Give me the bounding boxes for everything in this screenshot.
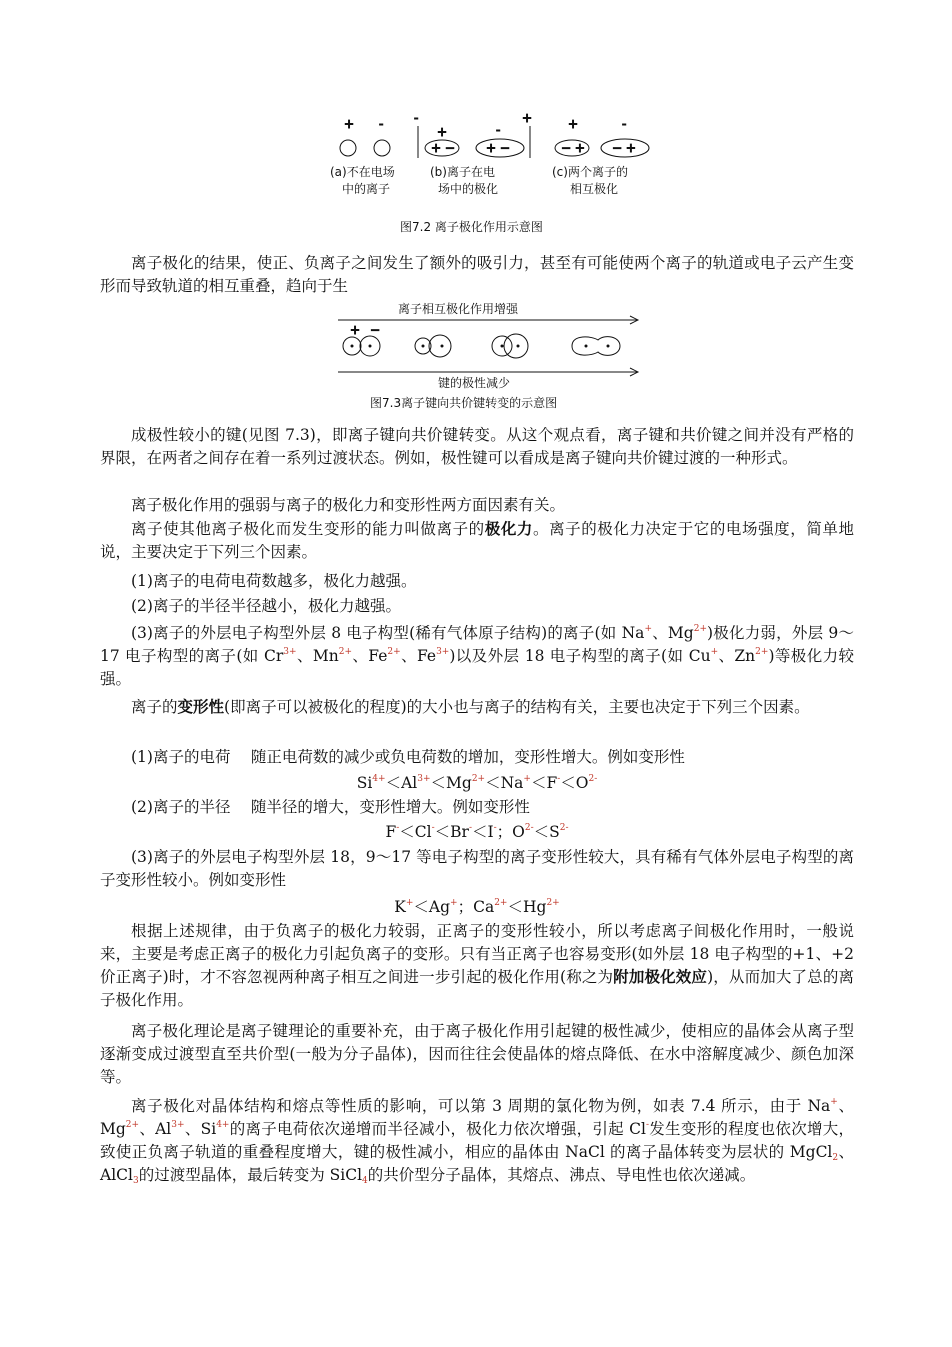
text: ＜Mg bbox=[430, 774, 472, 792]
text: 、Al bbox=[139, 1120, 172, 1138]
text: 离子的 bbox=[131, 698, 178, 716]
superscript: + bbox=[405, 898, 414, 908]
text: ＜F bbox=[530, 774, 558, 792]
text: ＜Hg bbox=[507, 898, 547, 916]
superscript: - bbox=[557, 774, 561, 784]
minus-sign-fig2: − bbox=[370, 323, 381, 337]
equation-configuration-order bbox=[100, 896, 854, 919]
paragraph-2: 成极性较小的键(见图 7.3)，即离子键向共价键转变。从这个观点看，离子键和共价键之间并没有严格的界限，在两者之间存在着一系列过渡状态。例如，极性键可以看成是离子键向共价键过渡的一种形式。 bbox=[100, 426, 854, 467]
text: ＜I bbox=[471, 823, 494, 841]
equation-charge-order bbox=[100, 772, 854, 795]
text: 、Mg bbox=[651, 624, 694, 642]
text: ＜Br bbox=[434, 823, 469, 841]
electrode-plus-label: + bbox=[522, 112, 533, 125]
plus-sign-c: + bbox=[568, 117, 579, 131]
top-arrow-label: 离子相互极化作用增强 bbox=[398, 302, 519, 316]
nucleus-dot bbox=[607, 345, 610, 348]
cation-circle-a bbox=[340, 140, 356, 156]
text: ＜S bbox=[533, 823, 560, 841]
paragraph-6: (2)离子的半径半径越小，极化力越强。 bbox=[131, 597, 401, 615]
superscript: 2+ bbox=[338, 647, 352, 657]
superscript: + bbox=[523, 774, 531, 784]
superscript: + bbox=[644, 624, 652, 634]
superscript: 2+ bbox=[546, 898, 560, 908]
superscript: 2- bbox=[588, 774, 598, 784]
panel-b-label-1: (b)离子在电 bbox=[430, 165, 495, 179]
minus-sign-c: - bbox=[622, 117, 627, 131]
text: (即离子可以被极化的程度)的大小也与离子的结构有关，主要也决定于下列三个因素。 bbox=[224, 698, 810, 716]
text: )极化力弱，外层 9～17 电子构型的离子(如 Cr bbox=[100, 624, 855, 665]
term-deformability: 变形性 bbox=[177, 698, 225, 716]
superscript: - bbox=[468, 823, 472, 833]
superscript: + bbox=[450, 898, 458, 908]
nucleus-dot bbox=[422, 345, 425, 348]
superscript: 2+ bbox=[471, 774, 486, 784]
text: K bbox=[394, 898, 406, 916]
panel-a-label-1: (a)不在电场 bbox=[330, 165, 395, 179]
text: (3)离子的外层电子构型外层 8 电子构型(稀有气体原子结构)的离子(如 Na bbox=[131, 624, 645, 642]
superscript: 2+ bbox=[494, 898, 508, 908]
text: ；O bbox=[496, 823, 525, 841]
text: F bbox=[385, 823, 397, 841]
superscript: 3+ bbox=[417, 774, 431, 784]
panel-c-label-1: (c)两个离子的 bbox=[552, 165, 628, 179]
ion-dipole-b2: + − bbox=[486, 141, 510, 155]
text: 、Mn bbox=[296, 647, 339, 665]
subscript: 4 bbox=[362, 1176, 368, 1186]
superscript: 2+ bbox=[125, 1120, 140, 1130]
superscript: + bbox=[830, 1097, 838, 1107]
superscript: 4+ bbox=[216, 1120, 230, 1130]
paragraph-11: (3)离子的外层电子构型外层 18，9～17 等电子构型的离子变形性较大，具有稀有气体外层电子构型的离子变形性较小。例如变形性 bbox=[100, 848, 854, 889]
text: )以及外层 18 电子构型的离子(如 Cu bbox=[449, 647, 711, 665]
superscript: - bbox=[493, 823, 497, 833]
plus-sign-b: + bbox=[437, 125, 448, 139]
equation-radius-order bbox=[100, 821, 854, 844]
text: 、Si bbox=[184, 1120, 217, 1138]
superscript: 2- bbox=[524, 823, 534, 833]
text: 、Mg bbox=[100, 1097, 854, 1138]
subscript: 2 bbox=[832, 1153, 839, 1163]
text: 离子极化对晶体结构和熔点等性质的影响，可以第 3 周期的氯化物为例，如表 7.4 所示，由于 Na bbox=[131, 1097, 831, 1115]
subscript: 3 bbox=[132, 1176, 139, 1186]
figure-ion-polarization bbox=[330, 112, 660, 242]
electrode-minus-label: - bbox=[414, 112, 419, 125]
nucleus-dot bbox=[441, 345, 444, 348]
text: ；Ca bbox=[457, 898, 495, 916]
superscript: 2+ bbox=[755, 647, 769, 657]
ion-pair2-anion bbox=[429, 335, 451, 357]
text: 的共价型分子晶体，其熔点、沸点、导电性也依次递减。 bbox=[367, 1166, 756, 1184]
superscript: 2- bbox=[559, 823, 569, 833]
anion-circle-a bbox=[374, 140, 390, 156]
nucleus-dot bbox=[369, 345, 372, 348]
merged-orbital bbox=[572, 337, 620, 356]
superscript: - bbox=[396, 823, 400, 833]
plus-sign-a: + bbox=[344, 117, 355, 131]
paragraph-4 bbox=[100, 518, 854, 564]
figure1-caption: 图7.2 离子极化作用示意图 bbox=[400, 220, 543, 234]
term-additional-polarization: 附加极化效应 bbox=[613, 968, 708, 986]
superscript: - bbox=[645, 1120, 650, 1130]
panel-b-label-2: 场中的极化 bbox=[438, 182, 499, 196]
superscript: 3+ bbox=[283, 647, 297, 657]
text: ＜Na bbox=[485, 774, 524, 792]
paragraph-10: (2)离子的半径 随半径的增大，变形性增大。例如变形性 bbox=[131, 798, 530, 816]
text: 、Zn bbox=[718, 647, 756, 665]
paragraph-1: 离子极化的结果，使正、负离子之间发生了额外的吸引力，甚至有可能使两个离子的轨道或电子云产生变形而导致轨道的相互重叠，趋向于生 bbox=[100, 254, 854, 295]
superscript: 3+ bbox=[171, 1120, 185, 1130]
text: )，从而加大了总的离子极化作用。 bbox=[100, 968, 854, 1009]
text: ＜Ag bbox=[413, 898, 451, 916]
panel-a-label-2: 中的离子 bbox=[342, 182, 391, 196]
panel-c-label-2: 相互极化 bbox=[570, 182, 619, 196]
ion-dipole-c1: − + bbox=[561, 141, 585, 155]
text: Si bbox=[356, 774, 373, 792]
text: 。离子的极化力决定于它的电场强度，简单地说，主要决定于下列三个因素。 bbox=[100, 520, 854, 561]
nucleus-dot bbox=[351, 345, 354, 348]
bottom-arrow-label: 键的极性减少 bbox=[438, 376, 511, 390]
text: )等极化力较强。 bbox=[100, 647, 854, 688]
text: 、Fe bbox=[352, 647, 388, 665]
text: 的过渡型晶体，最后转变为 SiCl bbox=[138, 1166, 363, 1184]
ion-dipole-b1: + − bbox=[431, 141, 455, 155]
minus-sign-b: - bbox=[496, 123, 501, 137]
superscript: 2+ bbox=[693, 624, 707, 634]
term-polarizing-power: 极化力 bbox=[484, 520, 533, 538]
superscript: + bbox=[710, 647, 719, 657]
text: ＜O bbox=[560, 774, 589, 792]
figure2-caption: 图7.3离子键向共价键转变的示意图 bbox=[370, 396, 558, 410]
paragraph-7 bbox=[100, 622, 854, 691]
superscript: 4+ bbox=[372, 774, 386, 784]
text: 根据上述规律，由于负离子的极化力较弱，正离子的变形性较小，所以考虑离子间极化作用时，一般说来，主要是考虑正离子的极化力引起负离子的变形。只有当正离子也容易变形(如外层 18 电子构型的+1、+2 价正离子)时，才不容忽视两种离子相互之间进一步引起的极化作用(称之为 bbox=[100, 922, 854, 986]
superscript: 2+ bbox=[387, 647, 401, 657]
nucleus-dot bbox=[517, 345, 520, 348]
text: 离子使其他离子极化而发生变形的能力叫做离子的 bbox=[131, 520, 485, 538]
minus-sign-a: - bbox=[379, 117, 384, 131]
paragraph-3: 离子极化作用的强弱与离子的极化力和变形性两方面因素有关。 bbox=[131, 496, 566, 514]
ion-pair3-anion bbox=[504, 334, 528, 358]
paragraph-12 bbox=[100, 920, 854, 1012]
text: 、Fe bbox=[400, 647, 437, 665]
text: ＜Al bbox=[385, 774, 418, 792]
superscript: - bbox=[431, 823, 435, 833]
figure-ionic-to-covalent bbox=[330, 298, 650, 418]
text: 发生变形的程度也依次增大，致使正负离子轨道的重叠程度增大，键的极性减小，相应的晶体由 NaCl 的离子晶体转变为层状的 MgCl bbox=[100, 1120, 855, 1161]
paragraph-8 bbox=[100, 696, 854, 719]
nucleus-dot bbox=[501, 345, 504, 348]
ion-dipole-c2: − + bbox=[612, 141, 636, 155]
nucleus-dot bbox=[585, 345, 588, 348]
paragraph-5: (1)离子的电荷电荷数越多，极化力越强。 bbox=[131, 572, 417, 590]
superscript: 3+ bbox=[436, 647, 450, 657]
plus-sign-fig2: + bbox=[350, 323, 361, 337]
paragraph-13: 离子极化理论是离子键理论的重要补充，由于离子极化作用引起键的极性减少，使相应的晶体会从离子型逐渐变成过渡型直至共价型(一般为分子晶体)，因而往往会使晶体的熔点降低、在水中溶解度减少、颜色加深等。 bbox=[100, 1022, 854, 1086]
text: ＜Cl bbox=[399, 823, 432, 841]
text: 的离子电荷依次递增而半径减小，极化力依次增强，引起 Cl bbox=[229, 1120, 646, 1138]
paragraph-9: (1)离子的电荷 随正电荷数的减少或负电荷数的增加，变形性增大。例如变形性 bbox=[131, 748, 685, 766]
paragraph-14 bbox=[100, 1095, 854, 1187]
text: 、AlCl bbox=[100, 1143, 854, 1184]
